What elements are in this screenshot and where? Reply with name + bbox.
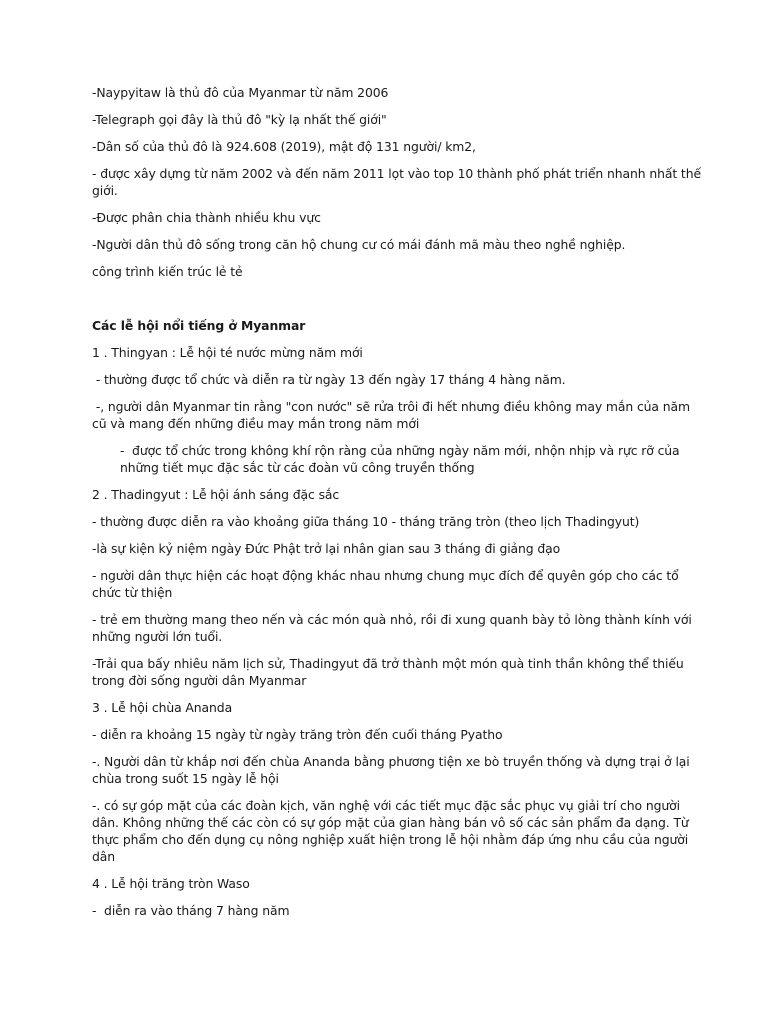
festival-line: - diễn ra khoảng 15 ngày từ ngày trăng tròn đến cuối tháng Pyatho (92, 727, 503, 742)
festival-line: - được tổ chức trong không khí rộn ràng của những ngày năm mới, nhộn nhịp và rực rỡ của những tiết mục đặc sắc từ các đoàn vũ công truyền thống (120, 443, 684, 475)
paragraph-architecture: công trình kiến trúc lẻ tẻ (92, 264, 243, 279)
paragraph-telegraph: -Telegraph gọi đây là thủ đô "kỳ lạ nhất thế giới" (92, 112, 387, 127)
paragraph-construction: - được xây dựng từ năm 2002 và đến năm 2011 lọt vào top 10 thành phố phát triển nhanh nhất thế giới. (92, 166, 705, 198)
paragraph-capital-since: -Naypyitaw là thủ đô của Myanmar từ năm 2006 (92, 85, 389, 100)
festival-line: - người dân thực hiện các hoạt động khác nhau nhưng chung mục đích để quyên góp cho các tổ chức từ thiện (92, 568, 683, 600)
festival-line: - thường được tổ chức và diễn ra từ ngày 13 đến ngày 17 tháng 4 hàng năm. (92, 372, 566, 387)
festival-title-thadingyut: 2 . Thadingyut : Lễ hội ánh sáng đặc sắc (92, 487, 340, 502)
festival-line: -là sự kiện kỷ niệm ngày Đức Phật trở lại nhân gian sau 3 tháng đi giảng đạo (92, 541, 561, 556)
festival-line: - diễn ra vào tháng 7 hàng năm (92, 903, 290, 918)
festival-line: -. Người dân từ khắp nơi đến chùa Ananda bằng phương tiện xe bò truyền thống và dựng trại ở lại chùa trong suốt 15 ngày lễ hội (92, 754, 694, 786)
festival-line: - thường được diễn ra vào khoảng giữa tháng 10 - tháng trăng tròn (theo lịch Thadingyut) (92, 514, 640, 529)
paragraph-housing: -Người dân thủ đô sống trong căn hộ chung cư có mái đánh mã màu theo nghề nghiệp. (92, 237, 626, 252)
festival-title-thingyan: 1 . Thingyan : Lễ hội té nước mừng năm mới (92, 345, 363, 360)
paragraph-districts: -Được phân chia thành nhiều khu vực (92, 210, 321, 225)
festival-line: - trẻ em thường mang theo nến và các món quà nhỏ, rồi đi xung quanh bày tỏ lòng thành kính với những người lớn tuổi. (92, 612, 696, 644)
festival-title-ananda: 3 . Lễ hội chùa Ananda (92, 700, 233, 715)
festival-line: -, người dân Myanmar tin rằng "con nước" sẽ rửa trôi đi hết nhưng điều không may mắn của năm cũ và mang đến những điều may mắn trong năm mới (92, 399, 694, 431)
festival-title-waso: 4 . Lễ hội trăng tròn Waso (92, 876, 250, 891)
festivals-heading: Các lễ hội nổi tiếng ở Myanmar (92, 318, 306, 333)
festival-line: -. có sự góp mặt của các đoàn kịch, văn nghệ với các tiết mục đặc sắc phục vụ giải trí cho người dân. Không những thế các còn có sự góp mặt của gian hàng bán vô số các sản phẩm đa dạng. Từ thực phẩm cho đến dụng cụ nông nghiệp xuất hiện trong lễ hội nhằm đáp ứng nhu cầu của người dân (92, 798, 693, 864)
festival-line: -Trải qua bấy nhiêu năm lịch sử, Thadingyut đã trở thành một món quà tinh thần không thể thiếu trong đời sống người dân Myanmar (92, 656, 688, 688)
paragraph-population: -Dân số của thủ đô là 924.608 (2019), mật độ 131 người/ km2, (92, 139, 476, 154)
